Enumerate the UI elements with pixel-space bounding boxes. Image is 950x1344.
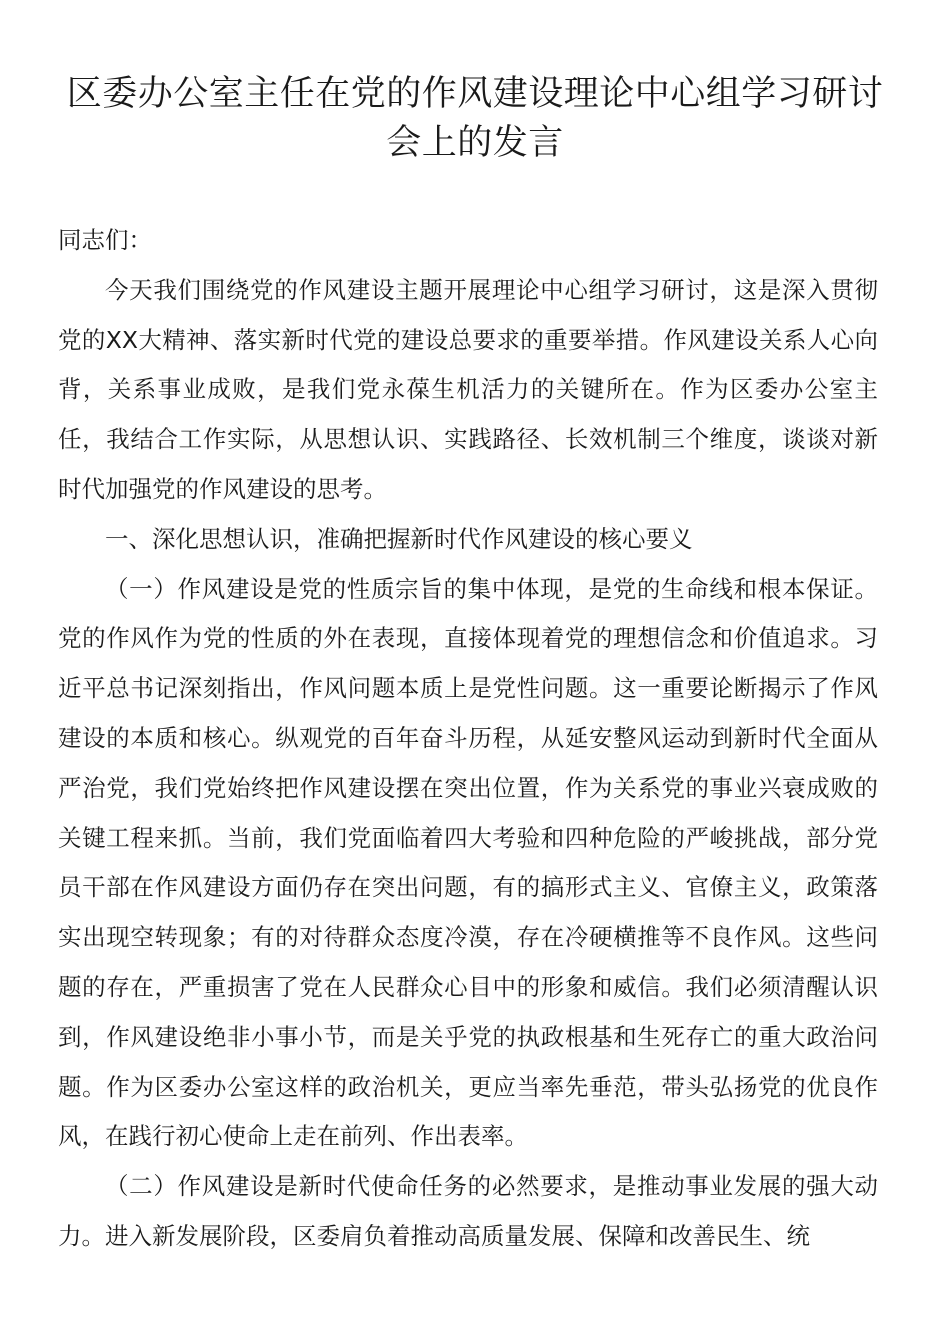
body-paragraph-1-2: （二）作风建设是新时代使命任务的必然要求，是推动事业发展的强大动力。进入新发展阶段，区委肩负着推动高质量发展、保障和改善民生、统 [58,1172,878,1250]
document-title: 区委办公室主任在党的作风建设理论中心组学习研讨会上的发言 [66,74,884,163]
document-body [58,216,878,1262]
body-paragraph-1-1: （一）作风建设是党的性质宗旨的集中体现，是党的生命线和根本保证。党的作风作为党的性质的外在表现，直接体现着党的理想信念和价值追求。习近平总书记深刻指出，作风问题本质上是党性问题。这一重要论断揭示了作风建设的本质和核心。纵观党的百年奋斗历程，从延安整风运动到新时代全面从严治党，我们党始终把作风建设摆在突出位置，作为关系党的事业兴衰成败的关键工程来抓。当前，我们党面临着四大考验和四种危险的严峻挑战，部分党员干部在作风建设方面仍存在突出问题，有的搞形式主义、官僚主义，政策落实出现空转现象；有的对待群众态度冷漠，存在冷硬横推等不良作风。这些问题的存在，严重损害了党在人民群众心目中的形象和威信。我们必须清醒认识到，作风建设绝非小事小节，而是关乎党的执政根基和生死存亡的重大政治问题。作为区委办公室这样的政治机关，更应当率先垂范，带头弘扬党的优良作风，在践行初心使命上走在前列、作出表率。 [58,574,878,1151]
section-heading-1: 一、深化思想认识，准确把握新时代作风建设的核心要义 [105,524,693,553]
salutation: 同志们： [58,226,152,254]
body-paragraph-intro: 今天我们围绕党的作风建设主题开展理论中心组学习研讨，这是深入贯彻党的XX大精神、落实新时代党的建设总要求的重要举措。作风建设关系人心向背，关系事业成败，是我们党永葆生机活力的关键所在。作为区委办公室主任，我结合工作实际，从思想认识、实践路径、长效机制三个维度，谈谈对新时代加强党的作风建设的思考。 [58,275,878,503]
